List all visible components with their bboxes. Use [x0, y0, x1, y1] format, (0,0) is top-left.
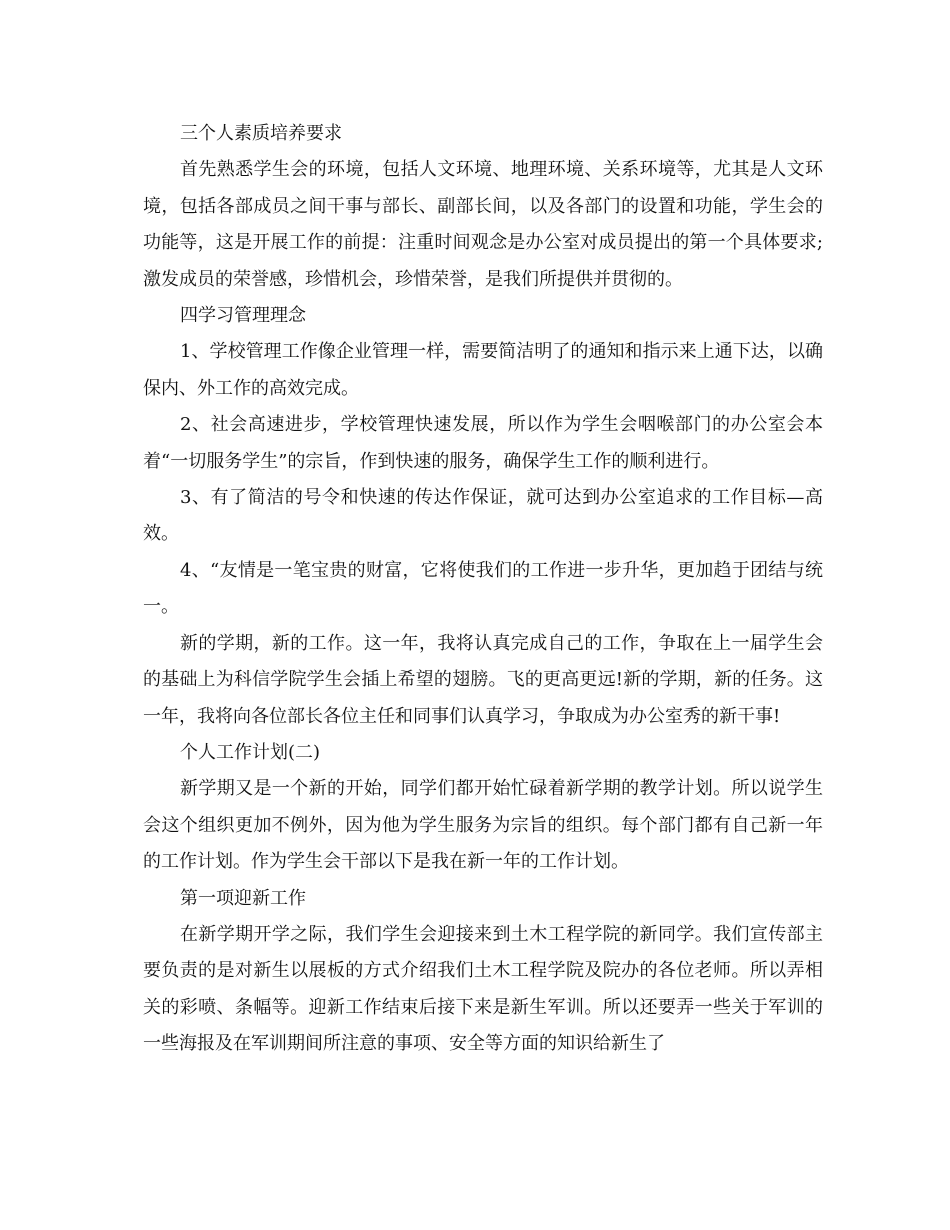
paragraph-item-4: 4、“友情是一笔宝贵的财富，它将使我们的工作进一步升华，更加趋于团结与统一。 — [143, 559, 823, 618]
paragraph-welcome-work: 在新学期开学之际，我们学生会迎接来到土木工程学院的新同学。我们宣传部主要负责的是对新生以展板的方式介绍我们土木工程学院及院办的各位老师。所以弄相关的彩喷、条幅等。迎新工作结束后接下来是新生军训。所以还要弄一些关于军训的一些海报及在军训期间所注意的事项、安全等方面的知识给新生了 — [143, 923, 823, 1055]
paragraph-item-1: 1、学校管理工作像企业管理一样，需要简洁明了的通知和指示来上通下达，以确保内、外工作的高效完成。 — [143, 341, 823, 399]
paragraph-new-term: 新的学期，新的工作。这一年，我将认真完成自己的工作，争取在上一届学生会的基础上为科信学院学生会插上希望的翅膀。飞的更高更远!新的学期，新的任务。这一年，我将向各位部长各位主任和同事们认真学习，争取成为办公室秀的新干事! — [143, 632, 823, 727]
document-body — [143, 116, 823, 1063]
section-heading-quality: 三个人素质培养要求 — [180, 123, 342, 144]
section-heading-management: 四学习管理理念 — [180, 305, 306, 327]
section-heading-welcome: 第一项迎新工作 — [180, 887, 306, 909]
section-heading-plan-two: 个人工作计划(二) — [180, 741, 321, 763]
paragraph-environment: 首先熟悉学生会的环境，包括人文环境、地理环境、关系环境等，尤其是人文环境，包括各部成员之间干事与部长、副部长间，以及各部门的设置和功能，学生会的功能等，这是开展工作的前提：注重时间观念是办公室对成员提出的第一个具体要求;激发成员的荣誉感，珍惜机会，珍惜荣誉，是我们所提供并贯彻的。 — [143, 159, 823, 290]
paragraph-item-3: 3、有了简洁的号令和快速的传达作保证，就可达到办公室追求的工作目标—高效。 — [143, 487, 823, 545]
paragraph-plan-intro: 新学期又是一个新的开始，同学们都开始忙碌着新学期的教学计划。所以说学生会这个组织更加不例外，因为他为学生服务为宗旨的组织。每个部门都有自己新一年的工作计划。作为学生会干部以下是我在新一年的工作计划。 — [143, 778, 823, 873]
paragraph-item-2: 2、社会高速进步，学校管理快速发展，所以作为学生会咽喉部门的办公室会本着“一切服务学生”的宗旨，作到快速的服务，确保学生工作的顺利进行。 — [143, 414, 823, 472]
